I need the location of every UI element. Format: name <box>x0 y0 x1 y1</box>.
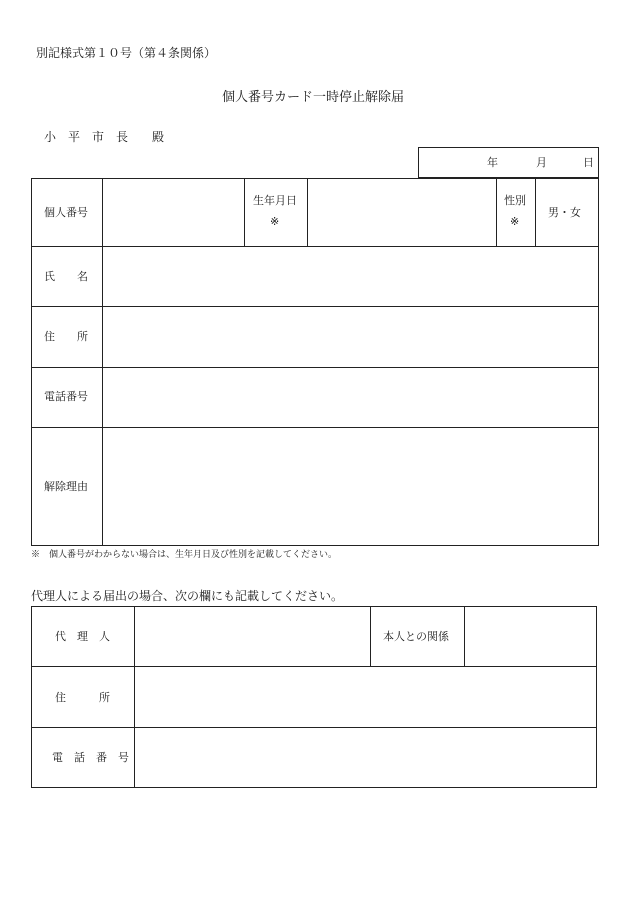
individual-number-field[interactable] <box>103 179 244 246</box>
agent-label: 代 理 人 <box>55 630 110 643</box>
phone-label: 電話番号 <box>44 390 88 403</box>
agent-name-field[interactable] <box>135 607 370 666</box>
gender-label: 性別 <box>504 194 526 207</box>
note-text: ※ 個人番号がわからない場合は、生年月日及び性別を記載してください。 <box>31 550 338 560</box>
page-title: 個人番号カード一時停止解除届 <box>222 90 405 105</box>
name-label: 氏 名 <box>44 270 88 283</box>
gender-options[interactable]: 男・女 <box>548 206 581 219</box>
birthdate-label: 生年月日 <box>253 194 297 207</box>
date-year-label: 年 <box>487 156 498 169</box>
agent-address-field[interactable] <box>135 667 597 727</box>
agent-phone-label: 電 話 番 号 <box>52 751 129 764</box>
address-label: 住 所 <box>44 330 88 343</box>
column-divider <box>535 178 536 246</box>
date-day-label: 日 <box>583 156 594 169</box>
birthdate-field[interactable] <box>308 179 496 246</box>
reason-field[interactable] <box>103 428 599 546</box>
address-field[interactable] <box>103 307 599 367</box>
relation-field[interactable] <box>465 607 597 666</box>
column-divider <box>370 606 371 666</box>
gender-note-mark: ※ <box>510 215 520 228</box>
birthdate-note-mark: ※ <box>270 215 280 228</box>
agent-intro-text: 代理人による届出の場合、次の欄にも記載してください。 <box>31 589 344 603</box>
column-divider <box>496 178 497 246</box>
relation-label: 本人との関係 <box>383 630 449 643</box>
addressee: 小 平 市 長 殿 <box>44 130 165 144</box>
reason-label: 解除理由 <box>44 480 88 493</box>
column-divider <box>244 178 245 246</box>
date-month-label: 月 <box>536 156 547 169</box>
individual-number-label: 個人番号 <box>44 206 88 219</box>
name-field[interactable] <box>103 247 599 306</box>
form-number: 別記様式第１０号（第４条関係） <box>36 46 217 60</box>
agent-phone-field[interactable] <box>135 728 597 788</box>
phone-field[interactable] <box>103 368 599 427</box>
agent-address-label: 住 所 <box>55 691 110 704</box>
date-box <box>418 147 599 178</box>
